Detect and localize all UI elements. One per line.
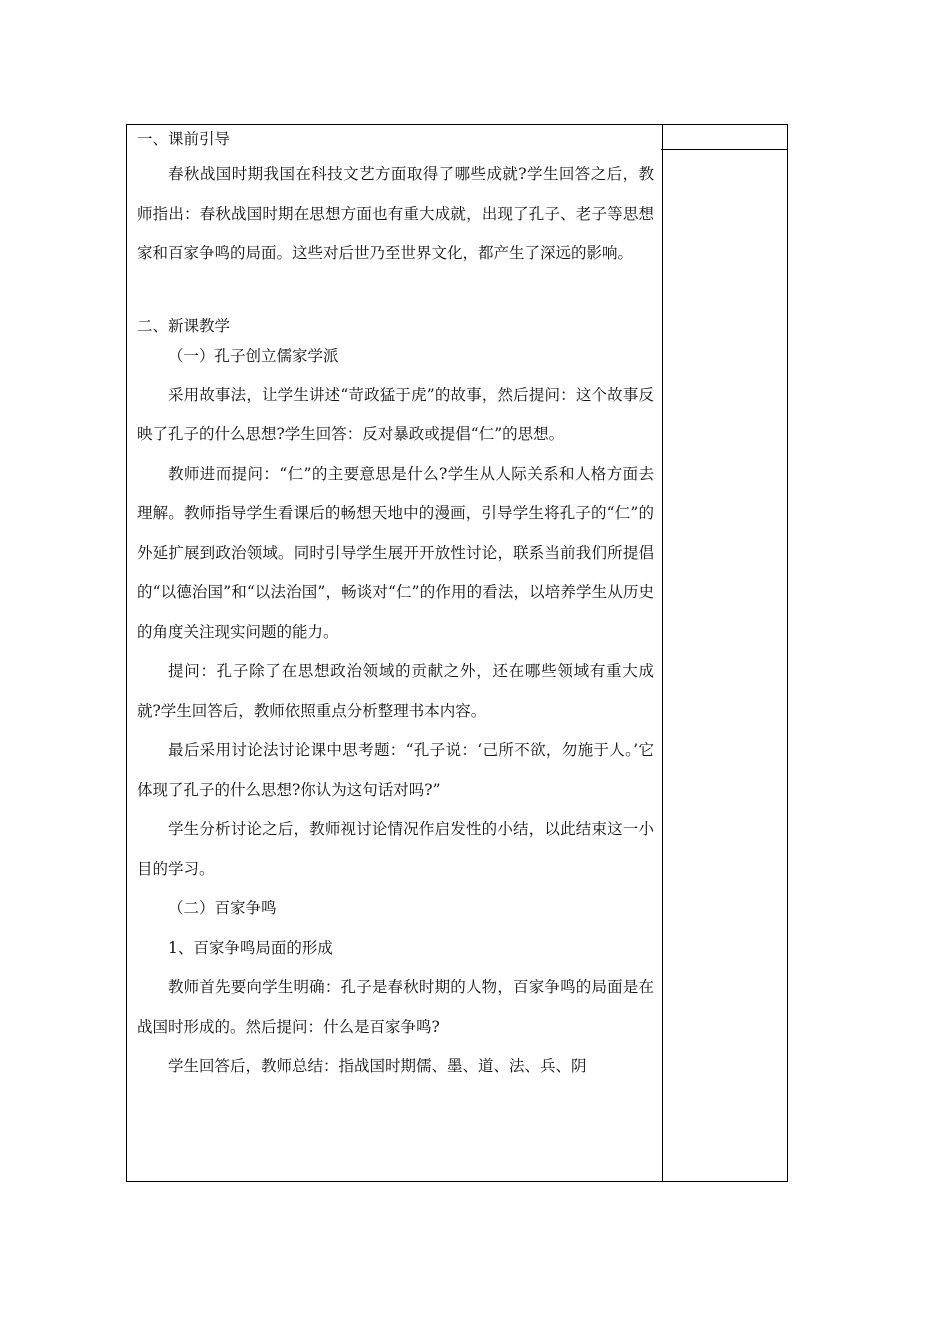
subsection-heading-confucius: （一）孔子创立儒家学派 — [168, 346, 339, 365]
notes-header-cell — [661, 125, 787, 150]
subsection-heading-formation: 1、百家争鸣局面的形成 — [168, 938, 333, 957]
notes-column — [661, 125, 787, 1181]
section-heading-new-lesson: 二、新课教学 — [137, 316, 231, 335]
subsection-heading-hundred-schools: （二）百家争鸣 — [168, 899, 277, 917]
paragraph-ren: 教师进而提问：“仁”的主要意思是什么?学生从人际关系和人格方面去理解。教师指导学生看课后的畅想天地中的漫画，引导学生将孔子的“仁”的外延扩展到政治领域。同时引导学生展开开放性讨论，联系当前我们所提倡的“以德治国”和“以法治国”，畅谈对“仁”的作用的看法，以培养学生从历史的角度关注现实问题的能力。 — [137, 464, 654, 641]
paragraph-intro: 春秋战国时期我国在科技文艺方面取得了哪些成就?学生回答之后，教师指出：春秋战国时期在思想方面也有重大成就，出现了孔子、老子等思想家和百家争鸣的局面。这些对后世乃至世界文化，都产生了深远的影响。 — [137, 165, 654, 262]
paragraph-discussion: 最后采用讨论法讨论课中思考题：“孔子说：‘己所不欲，勿施于人。’它体现了孔子的什么思想?你认为这句话对吗?” — [137, 741, 654, 799]
paragraph-definition: 学生回答后，教师总结：指战国时期儒、墨、道、法、兵、阴 — [168, 1057, 587, 1075]
lesson-content-cell — [127, 125, 663, 1181]
section-heading-intro: 一、课前引导 — [137, 130, 231, 148]
lesson-table — [126, 124, 788, 1182]
paragraph-summary: 学生分析讨论之后，教师视讨论情况作启发性的小结，以此结束这一小目的学习。 — [137, 820, 654, 878]
paragraph-formation: 教师首先要向学生明确：孔子是春秋时期的人物，百家争鸣的局面是在战国时形成的。然后提问：什么是百家争鸣? — [137, 978, 654, 1036]
paragraph-contributions: 提问：孔子除了在思想政治领域的贡献之外，还在哪些领域有重大成就?学生回答后，教师依照重点分析整理书本内容。 — [137, 662, 654, 720]
paragraph-story: 采用故事法，让学生讲述“苛政猛于虎”的故事，然后提问：这个故事反映了孔子的什么思想?学生回答：反对暴政或提倡“仁”的思想。 — [137, 385, 654, 443]
